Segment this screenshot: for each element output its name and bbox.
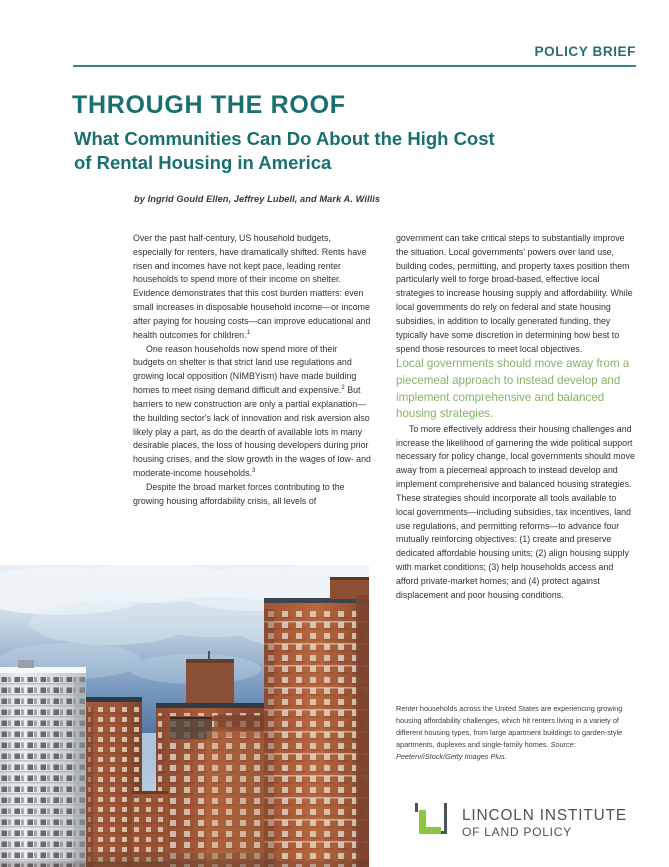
paragraph-text: One reason households now spend more of their budgets on shelter is that strict land use regulations and growing local opposition (NIMBYism) have made building homes to meet rising demand difficult and expensive. (133, 343, 357, 396)
logo-line-1: LINCOLN INSTITUTE (462, 806, 627, 824)
body-column-right (396, 232, 636, 603)
pull-quote: Local governments should move away from a piecemeal approach to instead develop and implement comprehensive and balanced housing strategies. (396, 357, 630, 421)
cover-photo-illustration (0, 565, 369, 867)
byline: by Ingrid Gould Ellen, Jeffrey Lubell, and Mark A. Willis (134, 194, 381, 204)
header-divider (73, 65, 636, 67)
paragraph-text: Despite the broad market forces contributing to the growing housing affordability crisis, all levels of (133, 481, 345, 506)
paragraph (133, 343, 371, 481)
page-title: THROUGH THE ROOF (72, 91, 346, 119)
document-kicker: POLICY BRIEF (534, 44, 636, 59)
lincoln-institute-logo (411, 803, 627, 843)
paragraph: government can take critical steps to substantially improve the situation. Local governments' powers over land use, building codes, permitting, and property taxes position them particularly well to forge broad-based, effective local strategies to increase housing supply and affordability. While local governments do rely on federal and state housing subsidies, in addition to locally generated funding, they typically have some discretion in determining how best to spend those resources to meet local objectives. (396, 233, 633, 354)
photo-caption-text: Renter households across the United States are experiencing growing housing affordability challenges, which hit renters living in a variety of different housing types, from large apartment buildings to garden-style apartments, duplexes and single-family homes. (396, 704, 623, 750)
paragraph-text: Over the past half-century, US household budgets, especially for renters, have dramatically shifted. Rents have risen and incomes have not kept pace, leading renter households to spend more of their income on shelter. Evidence demonstrates that this cost burden matters: even small increases in disposable household income—or income after paying for housing costs—can improve educational and health outcomes for children. (133, 233, 371, 340)
lincoln-logo-text (462, 808, 627, 838)
page-subtitle (72, 127, 592, 177)
paragraph: To more effectively address their housing challenges and increase the likelihood of garnering the wide political support necessary for policy change, local governments should move away from a piecemeal approach to instead develop and implement comprehensive and balanced housing strategies. These strategies should incorporate all tools available to local governments—including subsidies, tax incentives, land use regulations, and permitting reforms—to advance four mutually reinforcing objectives: (1) create and preserve dedicated affordable housing units; (2) align housing supply with market conditions; (3) help households access and afford private-market homes; and (4) protect against displacement and poor housing conditions. (396, 423, 635, 600)
rooftop-box (186, 651, 234, 705)
photo-caption (396, 703, 638, 763)
lincoln-logo-mark-icon (411, 803, 451, 843)
body-column-left (133, 232, 371, 509)
page-subtitle-line-2: of Rental Housing in America (74, 152, 332, 174)
title-block (72, 92, 592, 176)
brick-tower-right (264, 577, 369, 867)
paragraph-text-cont: But barriers to new construction are only a partial explanation—the building sector's lack of innovation and risk aversion also likely play a part, as do the dearth of available lots in many desirable places, the loss of housing developers during prior housing crises, and the slow growth in the wages of low- and moderate-income households. (133, 385, 371, 479)
footnote-marker-2: 2 (341, 384, 345, 392)
cover-photo (0, 565, 369, 867)
footnote-marker-1: 1 (246, 328, 251, 336)
page-subtitle-line-1: What Communities Can Do About the High Cost (74, 127, 495, 149)
brick-tower-center (156, 703, 264, 867)
paragraph (133, 481, 371, 509)
white-building (0, 660, 86, 867)
photo-credit: Source: Peeterv/iStock/Getty Images Plus. (396, 740, 576, 762)
logo-line-2: OF LAND POLICY (462, 824, 572, 839)
paragraph (133, 232, 371, 343)
footnote-marker-3: 3 (251, 467, 256, 475)
